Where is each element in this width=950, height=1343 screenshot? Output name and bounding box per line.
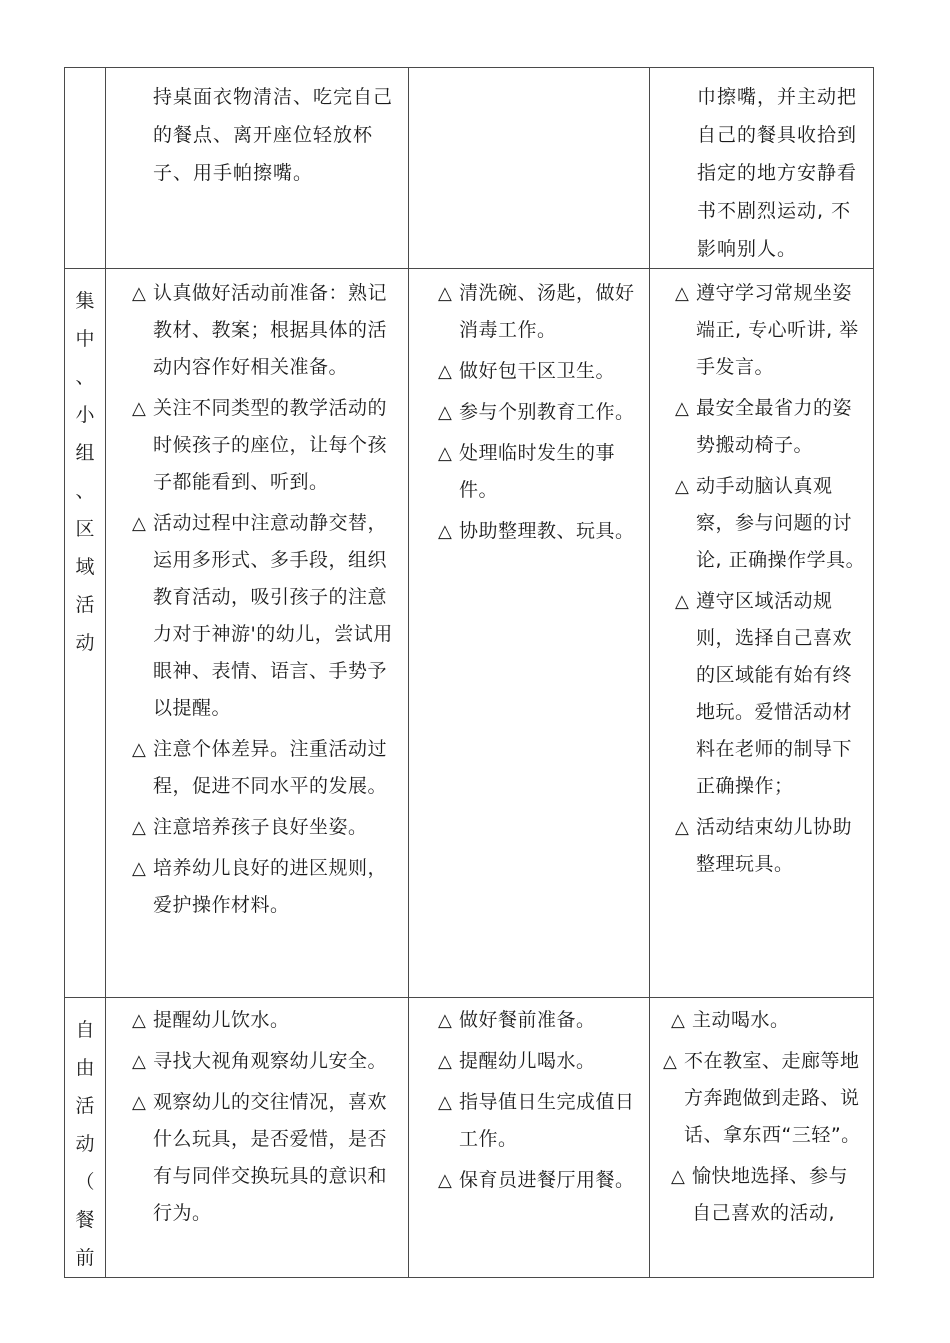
duty-text: 认真做好活动前准备：熟记教材、教案；根据具体的活动内容作好相关准备。 — [153, 282, 388, 378]
duty-text: 培养幼儿良好的进区规则，爱护操作材料。 — [153, 857, 388, 916]
duty-item — [123, 850, 400, 924]
duty-item — [123, 809, 400, 846]
label-char: 中 — [75, 328, 95, 350]
triangle-bullet-icon: △ — [438, 1010, 453, 1031]
duty-text: 关注不同类型的教学活动的时候孩子的座位，让每个孩子都能看到、听到。 — [153, 397, 388, 493]
triangle-bullet-icon: △ — [132, 817, 147, 838]
text-line: 巾擦嘴，并主动把 — [697, 86, 858, 108]
duty-item — [666, 583, 867, 805]
duty-text: 做好餐前准备。 — [459, 1009, 596, 1031]
duty-item — [429, 1043, 641, 1080]
duty-item — [123, 505, 400, 727]
duty-item — [429, 1084, 641, 1158]
triangle-bullet-icon: △ — [132, 858, 147, 879]
duty-item — [123, 1043, 400, 1080]
label-char: 域 — [75, 556, 95, 578]
label-char: 自 — [75, 1019, 95, 1041]
duty-item — [662, 1158, 867, 1232]
duty-text: 观察幼儿的交往情况，喜欢什么玩具，是否爱惜，是否有与同伴交换玩具的意识和行为。 — [153, 1091, 388, 1224]
label-char: 由 — [75, 1057, 95, 1079]
duty-item — [429, 513, 641, 550]
duty-item — [429, 394, 641, 431]
duty-item — [666, 468, 867, 579]
label-char: 集 — [75, 290, 95, 312]
duty-text: 活动过程中注意动静交替，运用多形式、多手段，组织教育活动，吸引孩子的注意力对于神游'的幼儿，尝试用眼神、表情、语言、手势予以提醒。 — [153, 512, 393, 719]
duty-text: 注意个体差异。注重活动过程，促进不同水平的发展。 — [153, 738, 388, 797]
text-line: 自己的餐具收拾到 — [697, 124, 858, 146]
triangle-bullet-icon: △ — [663, 1051, 678, 1072]
triangle-bullet-icon: △ — [132, 398, 147, 419]
duty-text: 最安全最省力的姿势搬动椅子。 — [696, 397, 853, 456]
duty-item — [662, 1043, 867, 1154]
text-line: 影响别人。 — [697, 238, 798, 260]
triangle-bullet-icon: △ — [132, 739, 147, 760]
label-char: 动 — [75, 1133, 95, 1155]
triangle-bullet-icon: △ — [675, 817, 690, 838]
duty-item — [429, 275, 641, 349]
section-label-cell — [65, 998, 106, 1278]
triangle-bullet-icon: △ — [132, 1051, 147, 1072]
duty-text: 参与个别教育工作。 — [459, 401, 635, 423]
section-row-activities — [65, 269, 874, 998]
label-char: 、 — [75, 366, 95, 388]
duty-item — [666, 275, 867, 386]
continuation-child-cell — [650, 68, 874, 269]
triangle-bullet-icon: △ — [438, 1170, 453, 1191]
duty-text: 做好包干区卫生。 — [459, 360, 616, 382]
label-char: 动 — [75, 632, 95, 654]
duty-text: 动手动脑认真观察，参与问题的讨论, 正确操作学具。 — [696, 475, 866, 571]
nurse-duties-cell — [409, 269, 650, 998]
child-duties-cell — [650, 269, 874, 998]
duty-text: 愉快地选择、参与自己喜欢的活动, — [692, 1165, 849, 1224]
duty-text: 注意培养孩子良好坐姿。 — [153, 816, 368, 838]
schedule-table — [64, 67, 874, 1278]
teacher-duties-cell — [106, 998, 409, 1278]
label-char: 组 — [75, 442, 95, 464]
section-label-cell — [65, 269, 106, 998]
duty-text: 主动喝水。 — [692, 1009, 790, 1031]
text-line: 子、用手帕擦嘴。 — [153, 162, 314, 184]
triangle-bullet-icon: △ — [438, 283, 453, 304]
duty-item — [666, 390, 867, 464]
child-duties-cell — [650, 998, 874, 1278]
text-line: 的餐点、离开座位轻放杯 — [153, 124, 374, 146]
label-char: 活 — [75, 594, 95, 616]
label-char: 活 — [75, 1095, 95, 1117]
triangle-bullet-icon: △ — [675, 283, 690, 304]
duty-item — [123, 275, 400, 386]
triangle-bullet-icon: △ — [132, 1010, 147, 1031]
duty-text: 不在教室、走廊等地方奔跑做到走路、说话、拿东西“三轻”。 — [684, 1050, 861, 1146]
label-char: （ — [75, 1171, 95, 1193]
nurse-duties-cell — [409, 998, 650, 1278]
text-line: 持桌面衣物清洁、吃完自己 — [153, 86, 394, 108]
triangle-bullet-icon: △ — [438, 402, 453, 423]
triangle-bullet-icon: △ — [438, 1092, 453, 1113]
label-char: 前 — [75, 1247, 95, 1269]
duty-text: 活动结束幼儿协助整理玩具。 — [696, 816, 853, 875]
duty-item — [123, 731, 400, 805]
continuation-row — [65, 68, 874, 269]
continuation-teacher-cell — [106, 68, 409, 269]
triangle-bullet-icon: △ — [671, 1010, 686, 1031]
duty-text: 提醒幼儿喝水。 — [459, 1050, 596, 1072]
duty-text: 协助整理教、玩具。 — [459, 520, 635, 542]
text-line: 指定的地方安静看 — [697, 162, 858, 184]
triangle-bullet-icon: △ — [675, 591, 690, 612]
duty-text: 保育员进餐厅用餐。 — [459, 1169, 635, 1191]
triangle-bullet-icon: △ — [675, 476, 690, 497]
duty-text: 遵守区域活动规则，选择自己喜欢的区域能有始有终地玩。爱惜活动材料在老师的制导下正确操作； — [696, 590, 853, 797]
duty-item — [429, 435, 641, 509]
label-char: 、 — [75, 480, 95, 502]
label-char: 小 — [75, 404, 95, 426]
duty-text: 处理临时发生的事件。 — [459, 442, 616, 501]
triangle-bullet-icon: △ — [132, 513, 147, 534]
triangle-bullet-icon: △ — [438, 1051, 453, 1072]
triangle-bullet-icon: △ — [132, 283, 147, 304]
duty-text: 指导值日生完成值日工作。 — [459, 1091, 635, 1150]
duty-text: 提醒幼儿饮水。 — [153, 1009, 290, 1031]
triangle-bullet-icon: △ — [438, 443, 453, 464]
duty-text: 寻找大视角观察幼儿安全。 — [153, 1050, 388, 1072]
duty-item — [429, 1162, 641, 1199]
continuation-nurse-cell — [409, 68, 650, 269]
duty-item — [123, 390, 400, 501]
duty-item — [123, 1084, 400, 1232]
triangle-bullet-icon: △ — [671, 1166, 686, 1187]
text-line: 书不剧烈运动, 不 — [697, 200, 852, 222]
label-char: 区 — [75, 518, 95, 540]
triangle-bullet-icon: △ — [675, 398, 690, 419]
duty-text: 清洗碗、汤匙，做好消毒工作。 — [459, 282, 635, 341]
label-char: 餐 — [75, 1209, 95, 1231]
triangle-bullet-icon: △ — [132, 1092, 147, 1113]
duty-item — [429, 353, 641, 390]
duty-item — [123, 1002, 400, 1039]
duty-item — [429, 1002, 641, 1039]
duty-item — [662, 1002, 867, 1039]
triangle-bullet-icon: △ — [438, 521, 453, 542]
duty-text: 遵守学习常规坐姿端正, 专心听讲, 举手发言。 — [696, 282, 859, 378]
section-row-free-activity — [65, 998, 874, 1278]
duty-item — [666, 809, 867, 883]
teacher-duties-cell — [106, 269, 409, 998]
triangle-bullet-icon: △ — [438, 361, 453, 382]
continuation-label-cell — [65, 68, 106, 269]
